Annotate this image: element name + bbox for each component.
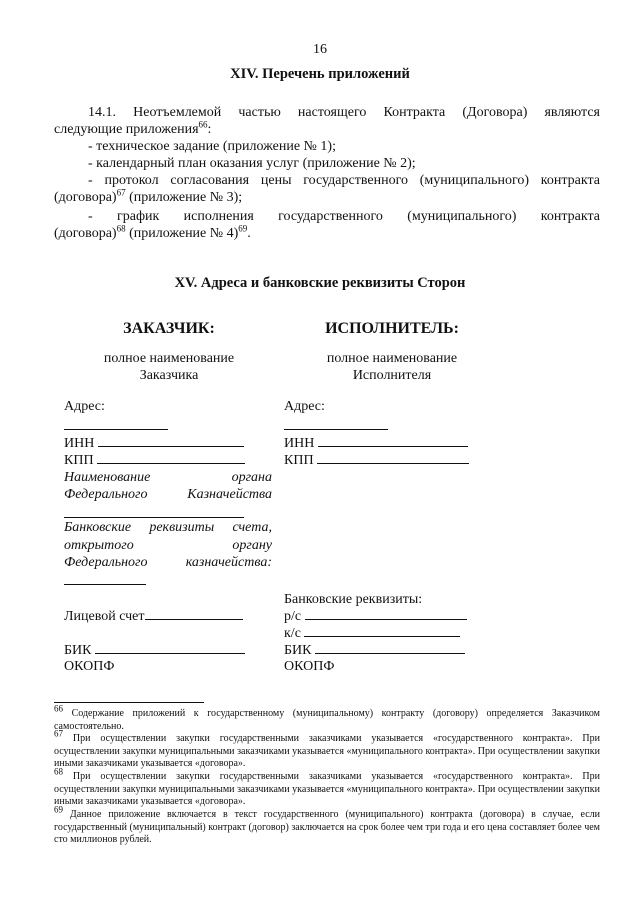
- section-14-intro-cont: следующие приложения$^{66}$:: [54, 119, 212, 137]
- customer-kpp: КПП: [64, 451, 245, 469]
- contractor-rs: р/с: [284, 607, 467, 625]
- customer-address-line[interactable]: [64, 429, 168, 430]
- customer-bank-label-2: открытого органу: [64, 538, 272, 553]
- list-item-3-line2: (договора)$^{67}$ (приложение № 3);: [54, 187, 243, 205]
- customer-kpp-field[interactable]: [97, 451, 245, 464]
- customer-treasury-label-2: Федерального Казначейства: [64, 487, 272, 502]
- list-item-2: - календарный план оказания услуг (приложение № 2);: [88, 156, 416, 171]
- contractor-inn-field[interactable]: [318, 434, 468, 447]
- customer-bik: БИК: [64, 641, 245, 659]
- contractor-ks: к/с: [284, 624, 460, 642]
- contractor-kpp: КПП: [284, 451, 469, 469]
- contractor-subtitle-1: полное наименование: [326, 351, 458, 366]
- contractor-bank-details-label: Банковские реквизиты:: [284, 592, 423, 607]
- contractor-address-label: Адрес:: [284, 399, 325, 414]
- footnote-69: $^{69}$ Данное приложение включается в текст государственного (муниципального) контракта (договора) в случае, если государственный (муниципальный) контракт (договор) заключается на срок более чем три года и его цена составляет более чем сто миллионов рублей.: [54, 804, 600, 845]
- footnote-67: $^{67}$ При осуществлении закупки государственными заказчиками указывается «государственного контракта». При осуществлении закупки муниципальными заказчиками указывается «муниципального контракта». При осуществлении закупки иными заказчиками указывается «договора».: [54, 728, 601, 769]
- contractor-address-line[interactable]: [284, 429, 388, 430]
- customer-treasury-label-1: Наименование органа: [64, 470, 272, 485]
- customer-subtitle-1: полное наименование: [103, 351, 235, 366]
- customer-bank-line[interactable]: [64, 584, 146, 585]
- page-number: 16: [313, 42, 327, 57]
- contractor-rs-field[interactable]: [305, 607, 467, 620]
- footnote-ref-69: 69: [238, 223, 248, 234]
- customer-treasury-line[interactable]: [64, 517, 244, 518]
- list-item-4-line1: - график исполнения государственного (муниципального) контракта: [88, 209, 600, 224]
- footnote-66: $^{66}$ Содержание приложений к государственному (муниципальному) контракту (договору) определяется Заказчиком самостоятельно.: [54, 703, 601, 732]
- footnote-ref-67: 67: [116, 187, 126, 198]
- contractor-title: ИСПОЛНИТЕЛЬ:: [325, 320, 459, 337]
- customer-bank-label-1: Банковские реквизиты счета,: [64, 520, 272, 535]
- customer-okopf: ОКОПФ: [64, 659, 115, 674]
- footnote-separator: [54, 702, 204, 703]
- footnote-ref-68: 68: [116, 223, 126, 234]
- customer-title: ЗАКАЗЧИК:: [123, 320, 215, 337]
- customer-bik-field[interactable]: [95, 641, 245, 654]
- customer-address-label: Адрес:: [64, 399, 105, 414]
- customer-subtitle-2: Заказчика: [139, 368, 199, 383]
- customer-personal-account-field[interactable]: [145, 607, 243, 620]
- customer-inn: ИНН: [64, 434, 244, 452]
- list-item-1: - техническое задание (приложение № 1);: [88, 139, 336, 154]
- contractor-bik: БИК: [284, 641, 465, 659]
- section-14-title: XIV. Перечень приложений: [230, 66, 410, 82]
- contractor-okopf: ОКОПФ: [284, 659, 335, 674]
- contractor-kpp-field[interactable]: [317, 451, 469, 464]
- customer-personal-account: Лицевой счет: [64, 607, 243, 625]
- contractor-ks-field[interactable]: [304, 624, 460, 637]
- customer-bank-label-3: Федерального казначейства:: [64, 555, 272, 570]
- contractor-bik-field[interactable]: [315, 641, 465, 654]
- section-14-intro: 14.1. Неотъемлемой частью настоящего Контракта (Договора) являются: [88, 105, 600, 120]
- customer-inn-field[interactable]: [98, 434, 244, 447]
- footnote-68: $^{68}$ При осуществлении закупки государственными заказчиками указывается «государственного контракта». При осуществлении закупки муниципальными заказчиками указывается «муниципального контракта». При осуществлении закупки иными заказчиками указывается «договора».: [54, 766, 601, 807]
- list-item-4-line2: (договора)$^{68}$ (приложение № 4)$^{69}$.: [54, 223, 251, 241]
- contractor-subtitle-2: Исполнителя: [352, 368, 432, 383]
- section-15-title: XV. Адреса и банковские реквизиты Сторон: [174, 275, 466, 291]
- footnote-ref-66: 66: [198, 119, 208, 130]
- contractor-inn: ИНН: [284, 434, 468, 452]
- list-item-3-line1: - протокол согласования цены государственного (муниципального) контракта: [88, 173, 600, 188]
